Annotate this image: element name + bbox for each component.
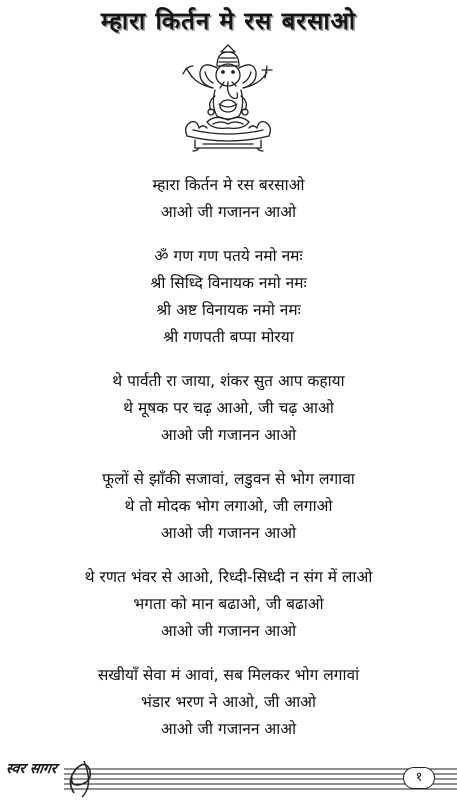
stanza [0,564,457,645]
lyric-line: आओ जी गजानन आओ [160,203,297,221]
lyric-line: म्हारा किर्तन मे रस बरसाओ [152,176,305,194]
footer-logo: स्वर सागर [4,761,58,777]
lyric-line: थे पार्वती रा जाया, शंकर सुत आप कहाया [112,372,345,390]
stanza [0,662,457,743]
lyric-line: फूलों से झाँकी सजावां, लडुवन से भोग लगावा [102,470,355,488]
lyric-line: आओ जी गजानन आओ [160,524,297,542]
lyric-line: ॐ गण गण पतये नमो नमः [154,247,303,265]
ganesha-icon [173,44,283,152]
lyric-line: श्री अष्ट विनायक नमो नमः [156,301,301,319]
lyric-line: श्री सिध्दि विनायक नमो नमः [150,274,307,292]
stanza [0,243,457,351]
lyric-line: आओ जी गजानन आओ [160,622,297,640]
lyric-line: श्री गणपती बप्पा मोरया [163,328,294,346]
lyric-line: थे मूषक पर चढ़ आओ, जी चढ़ आओ [123,399,334,417]
lyrics-body [0,172,457,760]
lyric-line: आओ जी गजानन आओ [160,720,297,738]
stanza [0,172,457,226]
page-number: १ [403,767,435,789]
stanza [0,466,457,547]
page-footer [0,755,457,800]
stanza [0,368,457,449]
music-staff-decoration [64,755,457,800]
lyric-line: थे रणत भंवर से आओ, रिध्दी-सिध्दी न संग में लाओ [84,568,373,586]
lyric-line: थे तो मोदक भोग लगाओ, जी लगाओ [124,497,333,515]
page-title: म्हारा किर्तन मे रस बरसाओ [100,7,357,35]
lyric-line: आओ जी गजानन आओ [160,426,297,444]
lyric-line: सखीयाँ सेवा मं आवां, सब मिलकर भोग लगावां [97,666,360,684]
lyric-line: भगता को मान बढाओ, जी बढाओ [133,595,324,613]
lyric-line: भंडार भरण ने आओ, जी आओ [140,693,317,711]
